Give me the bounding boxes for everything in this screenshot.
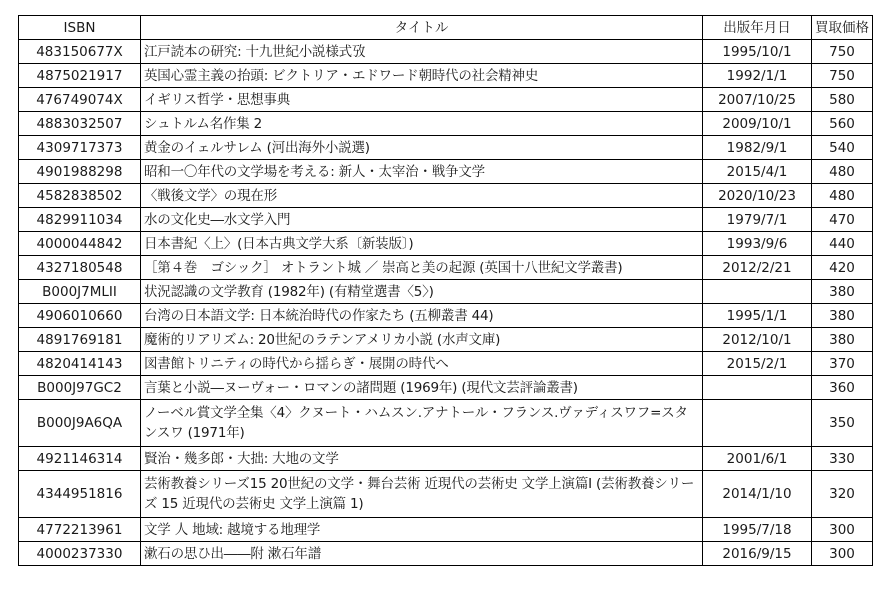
date-cell <box>703 280 812 304</box>
isbn-cell: 4309717373 <box>19 136 141 160</box>
price-cell: 360 <box>812 376 873 400</box>
isbn-cell: 4344951816 <box>19 471 141 518</box>
price-cell: 380 <box>812 280 873 304</box>
table-row <box>19 184 873 208</box>
title-cell: 芸術教養シリーズ15 20世紀の文学・舞台芸術 近現代の芸術史 文学上演篇I (芸術教養シリーズ 15 近現代の芸術史 文学上演篇 1) <box>141 471 703 518</box>
title-cell: 英国心霊主義の抬頭: ビクトリア・エドワード朝時代の社会精神史 <box>141 64 703 88</box>
table-row <box>19 518 873 542</box>
date-cell: 1993/9/6 <box>703 232 812 256</box>
isbn-cell: 4891769181 <box>19 328 141 352</box>
title-cell: 漱石の思ひ出――附 漱石年譜 <box>141 542 703 566</box>
price-cell: 580 <box>812 88 873 112</box>
date-cell <box>703 400 812 447</box>
isbn-cell: 4772213961 <box>19 518 141 542</box>
title-cell: 日本書紀〈上〉(日本古典文学大系〔新装版〕) <box>141 232 703 256</box>
table-row <box>19 471 873 518</box>
date-cell: 2020/10/23 <box>703 184 812 208</box>
price-cell: 330 <box>812 447 873 471</box>
isbn-cell: 4921146314 <box>19 447 141 471</box>
price-cell: 480 <box>812 160 873 184</box>
price-cell: 300 <box>812 542 873 566</box>
title-cell: 黄金のイェルサレム (河出海外小説選) <box>141 136 703 160</box>
price-cell: 480 <box>812 184 873 208</box>
date-cell: 1982/9/1 <box>703 136 812 160</box>
date-cell: 2007/10/25 <box>703 88 812 112</box>
header-title: タイトル <box>141 16 703 40</box>
price-cell: 370 <box>812 352 873 376</box>
date-cell: 2012/10/1 <box>703 328 812 352</box>
price-cell: 300 <box>812 518 873 542</box>
table-row <box>19 112 873 136</box>
price-cell: 540 <box>812 136 873 160</box>
isbn-cell: 483150677X <box>19 40 141 64</box>
isbn-cell: 4000044842 <box>19 232 141 256</box>
title-cell: 魔術的リアリズム: 20世紀のラテンアメリカ小説 (水声文庫) <box>141 328 703 352</box>
price-cell: 750 <box>812 64 873 88</box>
table-row <box>19 64 873 88</box>
table-row <box>19 447 873 471</box>
date-cell: 1979/7/1 <box>703 208 812 232</box>
isbn-cell: 4883032507 <box>19 112 141 136</box>
table-row <box>19 40 873 64</box>
title-cell: 江戸読本の研究: 十九世紀小説様式攷 <box>141 40 703 64</box>
date-cell: 2009/10/1 <box>703 112 812 136</box>
date-cell <box>703 376 812 400</box>
title-cell: 台湾の日本語文学: 日本統治時代の作家たち (五柳叢書 44) <box>141 304 703 328</box>
table-row <box>19 208 873 232</box>
header-row <box>19 16 873 40</box>
price-cell: 750 <box>812 40 873 64</box>
book-price-table <box>18 15 873 566</box>
price-cell: 380 <box>812 304 873 328</box>
date-cell: 2001/6/1 <box>703 447 812 471</box>
table-row <box>19 88 873 112</box>
title-cell: 昭和一〇年代の文学場を考える: 新人・太宰治・戦争文学 <box>141 160 703 184</box>
title-cell: ［第４巻 ゴシック］ オトラント城 ／ 崇高と美の起源 (英国十八世紀文学叢書) <box>141 256 703 280</box>
date-cell: 1995/7/18 <box>703 518 812 542</box>
title-cell: 〈戦後文学〉の現在形 <box>141 184 703 208</box>
date-cell: 2016/9/15 <box>703 542 812 566</box>
title-cell: イギリス哲学・思想事典 <box>141 88 703 112</box>
table-row <box>19 400 873 447</box>
date-cell: 1995/10/1 <box>703 40 812 64</box>
title-cell: 賢治・幾多郎・大拙: 大地の文学 <box>141 447 703 471</box>
table-row <box>19 304 873 328</box>
title-cell: シュトルム名作集 2 <box>141 112 703 136</box>
isbn-cell: 4000237330 <box>19 542 141 566</box>
title-cell: 水の文化史―水文学入門 <box>141 208 703 232</box>
header-price: 買取価格 <box>812 16 873 40</box>
table-row <box>19 232 873 256</box>
header-date: 出版年月日 <box>703 16 812 40</box>
isbn-cell: B000J7MLII <box>19 280 141 304</box>
table-row <box>19 376 873 400</box>
table-row <box>19 160 873 184</box>
price-cell: 420 <box>812 256 873 280</box>
title-cell: 図書館トリニティの時代から揺らぎ・展開の時代へ <box>141 352 703 376</box>
header-isbn: ISBN <box>19 16 141 40</box>
isbn-cell: 4820414143 <box>19 352 141 376</box>
date-cell: 2012/2/21 <box>703 256 812 280</box>
date-cell: 1995/1/1 <box>703 304 812 328</box>
isbn-cell: 4875021917 <box>19 64 141 88</box>
date-cell: 1992/1/1 <box>703 64 812 88</box>
price-cell: 470 <box>812 208 873 232</box>
isbn-cell: 4901988298 <box>19 160 141 184</box>
book-price-table-wrapper <box>18 15 873 566</box>
isbn-cell: 476749074X <box>19 88 141 112</box>
price-cell: 560 <box>812 112 873 136</box>
isbn-cell: 4582838502 <box>19 184 141 208</box>
isbn-cell: B000J9A6QA <box>19 400 141 447</box>
isbn-cell: 4327180548 <box>19 256 141 280</box>
price-cell: 380 <box>812 328 873 352</box>
title-cell: 状況認識の文学教育 (1982年) (有精堂選書〈5〉) <box>141 280 703 304</box>
table-row <box>19 280 873 304</box>
isbn-cell: 4906010660 <box>19 304 141 328</box>
price-cell: 440 <box>812 232 873 256</box>
title-cell: 言葉と小説―ヌーヴォー・ロマンの諸問題 (1969年) (現代文芸評論叢書) <box>141 376 703 400</box>
date-cell: 2015/4/1 <box>703 160 812 184</box>
date-cell: 2014/1/10 <box>703 471 812 518</box>
table-row <box>19 542 873 566</box>
date-cell: 2015/2/1 <box>703 352 812 376</box>
table-row <box>19 256 873 280</box>
isbn-cell: 4829911034 <box>19 208 141 232</box>
table-row <box>19 136 873 160</box>
table-row <box>19 328 873 352</box>
title-cell: ノーベル賞文学全集〈4〉クヌート・ハムスン.アナトール・フランス.ヴァディスワフ=スタンスワ (1971年) <box>141 400 703 447</box>
isbn-cell: B000J97GC2 <box>19 376 141 400</box>
price-cell: 350 <box>812 400 873 447</box>
title-cell: 文学 人 地域: 越境する地理学 <box>141 518 703 542</box>
price-cell: 320 <box>812 471 873 518</box>
table-row <box>19 352 873 376</box>
